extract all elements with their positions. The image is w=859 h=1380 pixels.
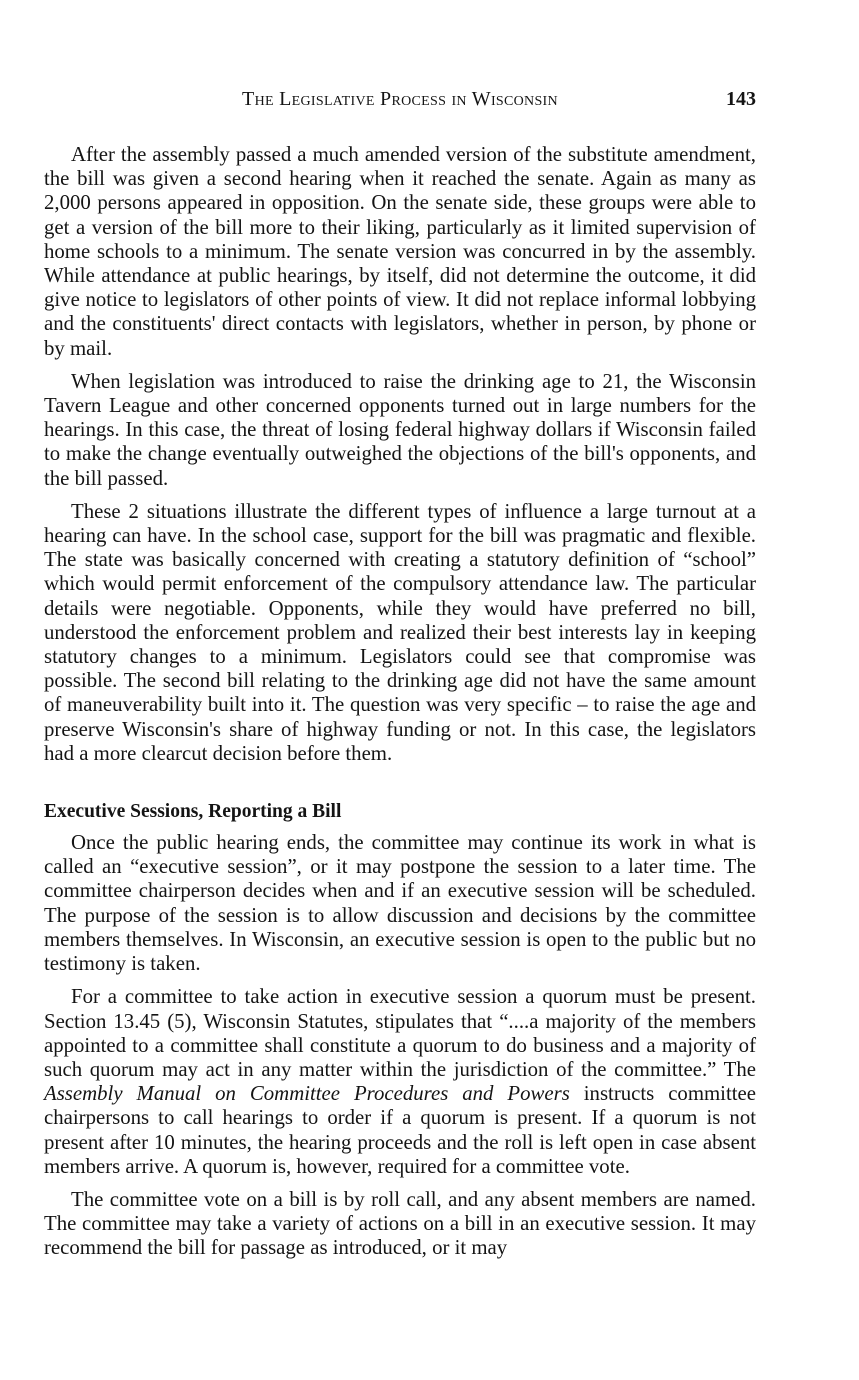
paragraph: These 2 situations illustrate the different types of influence a large turnout at a hearing can have. In the school case, support for the bill was pragmatic and flexible. The state was basically concerned with creating a statutory definition of “school” which would permit enforcement of the compulsory attendance law. The particular details were negotiable. Opponents, while they would have preferred no bill, understood the enforcement problem and realized their best interests lay in keeping statutory changes to a minimum. Legislators could see that compromise was possible. The second bill relating to the drinking age did not have the same amount of maneuverability built into it. The question was very specific – to raise the age and preserve Wisconsin's share of highway funding or not. In this case, the legislators had a more clearcut decision before them. — [44, 499, 756, 765]
body-text — [44, 143, 756, 1270]
paragraph: When legislation was introduced to raise the drinking age to 21, the Wisconsin Tavern League and other concerned opponents turned out in large numbers for the hearings. In this case, the threat of losing federal highway dollars if Wisconsin failed to make the change eventually outweighed the objections of the bill's opponents, and the bill passed. — [44, 369, 756, 490]
paragraph-text: instructs committee chairpersons to call hearings to order if a quorum is present. If a quorum is not present after 10 minutes, the hearing proceeds and the roll is left open in case absent members arrive. A quorum is, however, required for a committee vote. — [44, 1082, 756, 1178]
paragraph: The committee vote on a bill is by roll call, and any absent members are named. The committee may take a variety of actions on a bill in an executive session. It may recommend the bill for passage as introduced, or it may — [44, 1187, 756, 1260]
paragraph-text: For a committee to take action in executive session a quorum must be present. Section 13.45 (5), Wisconsin Statutes, stipulates that “....a majority of the members appointed to a committee shall constitute a quorum to do business and a majority of such quorum may act in any matter within the jurisdiction of the committee.” The — [44, 985, 756, 1081]
paragraph: After the assembly passed a much amended version of the substitute amendment, the bill was given a second hearing when it reached the senate. Again as many as 2,000 persons appeared in opposition. On the senate side, these groups were able to get a version of the bill more to their liking, particularly as it limited supervision of home schools to a minimum. The senate version was concurred in by the assembly. While attendance at public hearings, by itself, did not determine the outcome, it did give notice to legislators of other points of view. It did not replace informal lobbying and the constituents' direct contacts with legislators, whether in person, by phone or by mail. — [44, 143, 756, 360]
running-head — [44, 88, 756, 116]
publication-title: Assembly Manual on Committee Procedures and Powers — [44, 1082, 570, 1106]
paragraph: Once the public hearing ends, the committee may continue its work in what is called an “executive session”, or it may postpone the session to a later time. The committee chairperson decides when and if an executive session will be scheduled. The purpose of the session is to allow discussion and decisions by the committee members themselves. In Wisconsin, an executive session is open to the public but no testimony is taken. — [44, 831, 756, 976]
paragraph — [44, 985, 756, 1179]
page-number: 143 — [726, 88, 756, 110]
running-title: The Legislative Process in Wisconsin — [242, 88, 558, 110]
section-heading: Executive Sessions, Reporting a Bill — [44, 801, 342, 823]
